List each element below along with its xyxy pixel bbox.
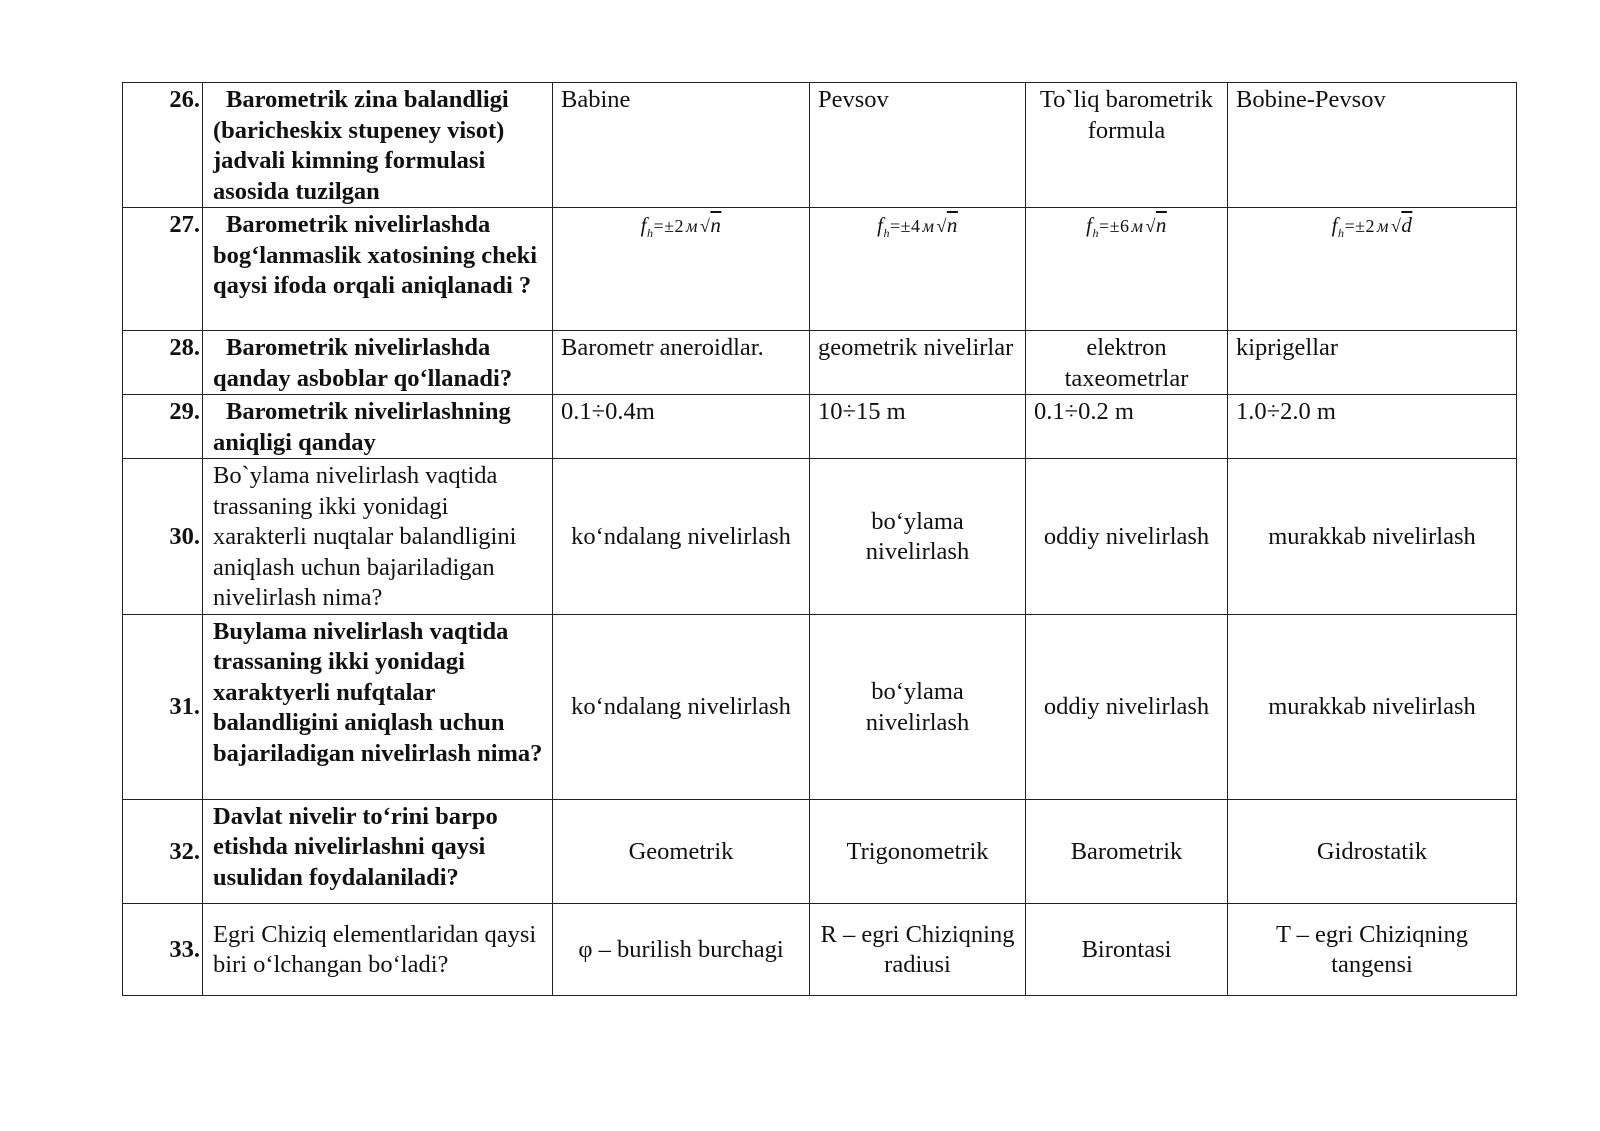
table-row: [123, 799, 1517, 903]
answer-a: ko‘ndalang nivelirlash: [553, 614, 810, 799]
table-row: [123, 903, 1517, 995]
questions-table: [122, 82, 1517, 996]
formula: $f_h=\pm 6$ м √n: [1086, 213, 1167, 241]
question-text: [203, 331, 553, 395]
answer-c: 0.1÷0.2 m: [1026, 395, 1228, 459]
answer-c: [1026, 208, 1228, 331]
answer-a: ko‘ndalang nivelirlash: [553, 459, 810, 615]
table-row: [123, 83, 1517, 208]
question-text: [203, 459, 553, 615]
answer-b: bo‘ylama nivelirlash: [810, 459, 1026, 615]
question-text: [203, 799, 553, 903]
answer-c: Barometrik: [1026, 799, 1228, 903]
question-text: [203, 83, 553, 208]
question-label: Buylama nivelirlash vaqtida trassaning ikki yonidagi xaraktyerli nufqtalar balandligini aniqlash uchun bajariladigan nivelirlash nima?: [213, 617, 543, 767]
answer-c: elektron taxeometrlar: [1026, 331, 1228, 395]
question-number: 33.: [123, 903, 203, 995]
question-label: Bo`ylama nivelirlash vaqtida trassaning ikki yonidagi xarakterli nuqtalar balandligini aniqlash uchun bajariladigan nivelirlash nima?: [213, 462, 517, 611]
answer-d: 1.0÷2.0 m: [1228, 395, 1517, 459]
answer-c: oddiy nivelirlash: [1026, 459, 1228, 615]
question-number: 27.: [123, 208, 203, 331]
question-number: 30.: [123, 459, 203, 615]
formula: $f_h=\pm 2$ м √n: [640, 213, 722, 241]
answer-a: 0.1÷0.4m: [553, 395, 810, 459]
answer-d: murakkab nivelirlash: [1228, 614, 1517, 799]
question-label: Barometrik nivelirlashda qanday asboblar qo‘llanadi?: [213, 334, 513, 392]
answer-d: Bobine-Pevsov: [1228, 83, 1517, 208]
table-row: [123, 614, 1517, 799]
answer-b: Trigonometrik: [810, 799, 1026, 903]
question-label: Barometrik nivelirlashning aniqligi qanday: [213, 398, 511, 456]
formula: $f_h=\pm 4$ м √n: [877, 213, 958, 241]
answer-b: Pevsov: [810, 83, 1026, 208]
answer-b: R – egri Chiziqning radiusi: [810, 903, 1026, 995]
question-number: 31.: [123, 614, 203, 799]
answer-d: kiprigellar: [1228, 331, 1517, 395]
answer-a: Geometrik: [553, 799, 810, 903]
answer-a: Babine: [553, 83, 810, 208]
table-row: [123, 459, 1517, 615]
answer-b: geometrik nivelirlar: [810, 331, 1026, 395]
question-label: Barometrik zina balandligi (baricheskix stupeney visot) jadvali kimning formulasi asosida tuzilgan: [213, 86, 509, 205]
answer-b: [810, 208, 1026, 331]
table-row: [123, 331, 1517, 395]
answer-c: To`liq barometrik formula: [1026, 83, 1228, 208]
question-label: Egri Chiziq elementlaridan qaysi biri o‘lchangan bo‘ladi?: [213, 920, 537, 978]
answer-d: [1228, 208, 1517, 331]
answer-c: oddiy nivelirlash: [1026, 614, 1228, 799]
question-text: [203, 395, 553, 459]
formula: $f_h=\pm 2$ м √d: [1331, 213, 1413, 241]
question-label: Davlat nivelir to‘rini barpo etishda nivelirlashni qaysi usulidan foydalaniladi?: [213, 802, 498, 891]
answer-c: Birontasi: [1026, 903, 1228, 995]
answer-b: 10÷15 m: [810, 395, 1026, 459]
question-number: 32.: [123, 799, 203, 903]
question-number: 26.: [123, 83, 203, 208]
question-text: [203, 208, 553, 331]
answer-a: [553, 208, 810, 331]
answer-b: bo‘ylama nivelirlash: [810, 614, 1026, 799]
answer-d: T – egri Chiziqning tangensi: [1228, 903, 1517, 995]
answer-d: Gidrostatik: [1228, 799, 1517, 903]
table-row: [123, 395, 1517, 459]
answer-a: Barometr aneroidlar.: [553, 331, 810, 395]
answer-d: murakkab nivelirlash: [1228, 459, 1517, 615]
question-number: 28.: [123, 331, 203, 395]
table-row: [123, 208, 1517, 331]
answer-a: φ – burilish burchagi: [553, 903, 810, 995]
question-label: Barometrik nivelirlashda bog‘lanmaslik xatosining cheki qaysi ifoda orqali aniqlanadi ?: [213, 211, 538, 299]
question-text: [203, 903, 553, 995]
question-text: [203, 614, 553, 799]
question-number: 29.: [123, 395, 203, 459]
